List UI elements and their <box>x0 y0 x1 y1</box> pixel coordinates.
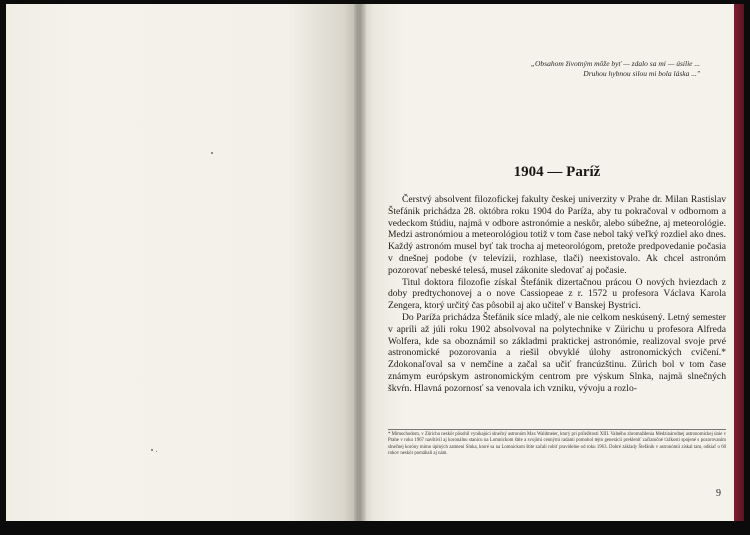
paragraph-1: Čerstvý absolvent filozofickej fakulty českej univerzity v Prahe dr. Milan Rastislav Štefánik prichádza 28. októbra roku 1904 do Paríža, aby tu pokračoval v odbornom a vedeckom štúdiu, najmä v odbore astronómie a neskôr, alebo súbežne, aj meteorológie. Medzi astronómiou a meteorológiou totiž v tom čase nebol taký veľký rozdiel ako dnes. Každý astronóm musel byť tak trocha aj meteorológom, pretože predpovedanie počasia v dnešnej podobe (v televízii, rozhlase, tlači) neexistovalo. Ak chcel astronóm pozorovať nebeské telesá, musel zákonite sledovať aj počasie. <box>388 194 726 276</box>
right-page <box>358 4 744 521</box>
paragraph-2: Titul doktora filozofie získal Štefánik dizertačnou prácou O nových hviezdach z doby predtychonovej a o nove Cassiopeae z r. 1572 u profesora Václava Karola Zengera, ktorý určitý čas pôsobil aj ako učiteľ v Banskej Bystrici. <box>388 276 726 312</box>
chapter-title: 1904 — Paríž <box>513 164 601 180</box>
footnote: * Mimochodom, v Zürichu neskôr pôsobil vynikajúci slnečný astronóm Max Waldmeier, ktorý pri príležitosti XIII. Valného zhromaždenia Medzinárodnej astronomickej únie v Prahe v roku 1967 navštívil aj koronálnu stanicu na Lomnickom štíte a svojimi cennými radami pomohol tejto generácii prekleniť začiatočné ťažkosti spojené s pozorovaním slnečnej koróny mimo úplných zatmení Slnka, ktoré sa na Lomnickom štíte začali robiť pravidelne od roku 1963. Dobré základy Štefánik v astronómii získal tam, odkiaľ o 60 rokov neskôr pomáhali aj nám. <box>388 432 726 457</box>
footnote-divider <box>388 429 726 430</box>
open-book <box>6 4 744 521</box>
body-text <box>388 194 726 395</box>
right-page-content <box>388 4 738 521</box>
book-cover-edge <box>734 4 744 521</box>
paragraph-3: Do Paríža prichádza Štefánik síce mladý, ale nie celkom neskúsený. Letný semester v apríli až júli roku 1902 absolvoval na polytechnike v Zürichu u profesora Alfreda Wolfera, kde sa oboznámil so základmi praktickej astronómie, realizoval svoje prvé astronomické pozorovania a riešil obvyklé úlohy astronomických cvičení.* Zdokonaľoval sa v nemčine a začal sa učiť francúzštinu. Zürich bol v tom čase známym európskym astronomickým centrom pre výskum Slnka, najmä slnečných škvŕn. Hlavná pozornosť sa venovala ich vzniku, vývoju a rozlo- <box>388 311 726 394</box>
epigraph: „Obsahom životným môže byť — zdalo sa mi — úsilie ... Druhou hybnou silou mi bola láska ..." <box>530 59 700 78</box>
left-page <box>6 4 358 521</box>
page-number: 9 <box>716 488 721 499</box>
